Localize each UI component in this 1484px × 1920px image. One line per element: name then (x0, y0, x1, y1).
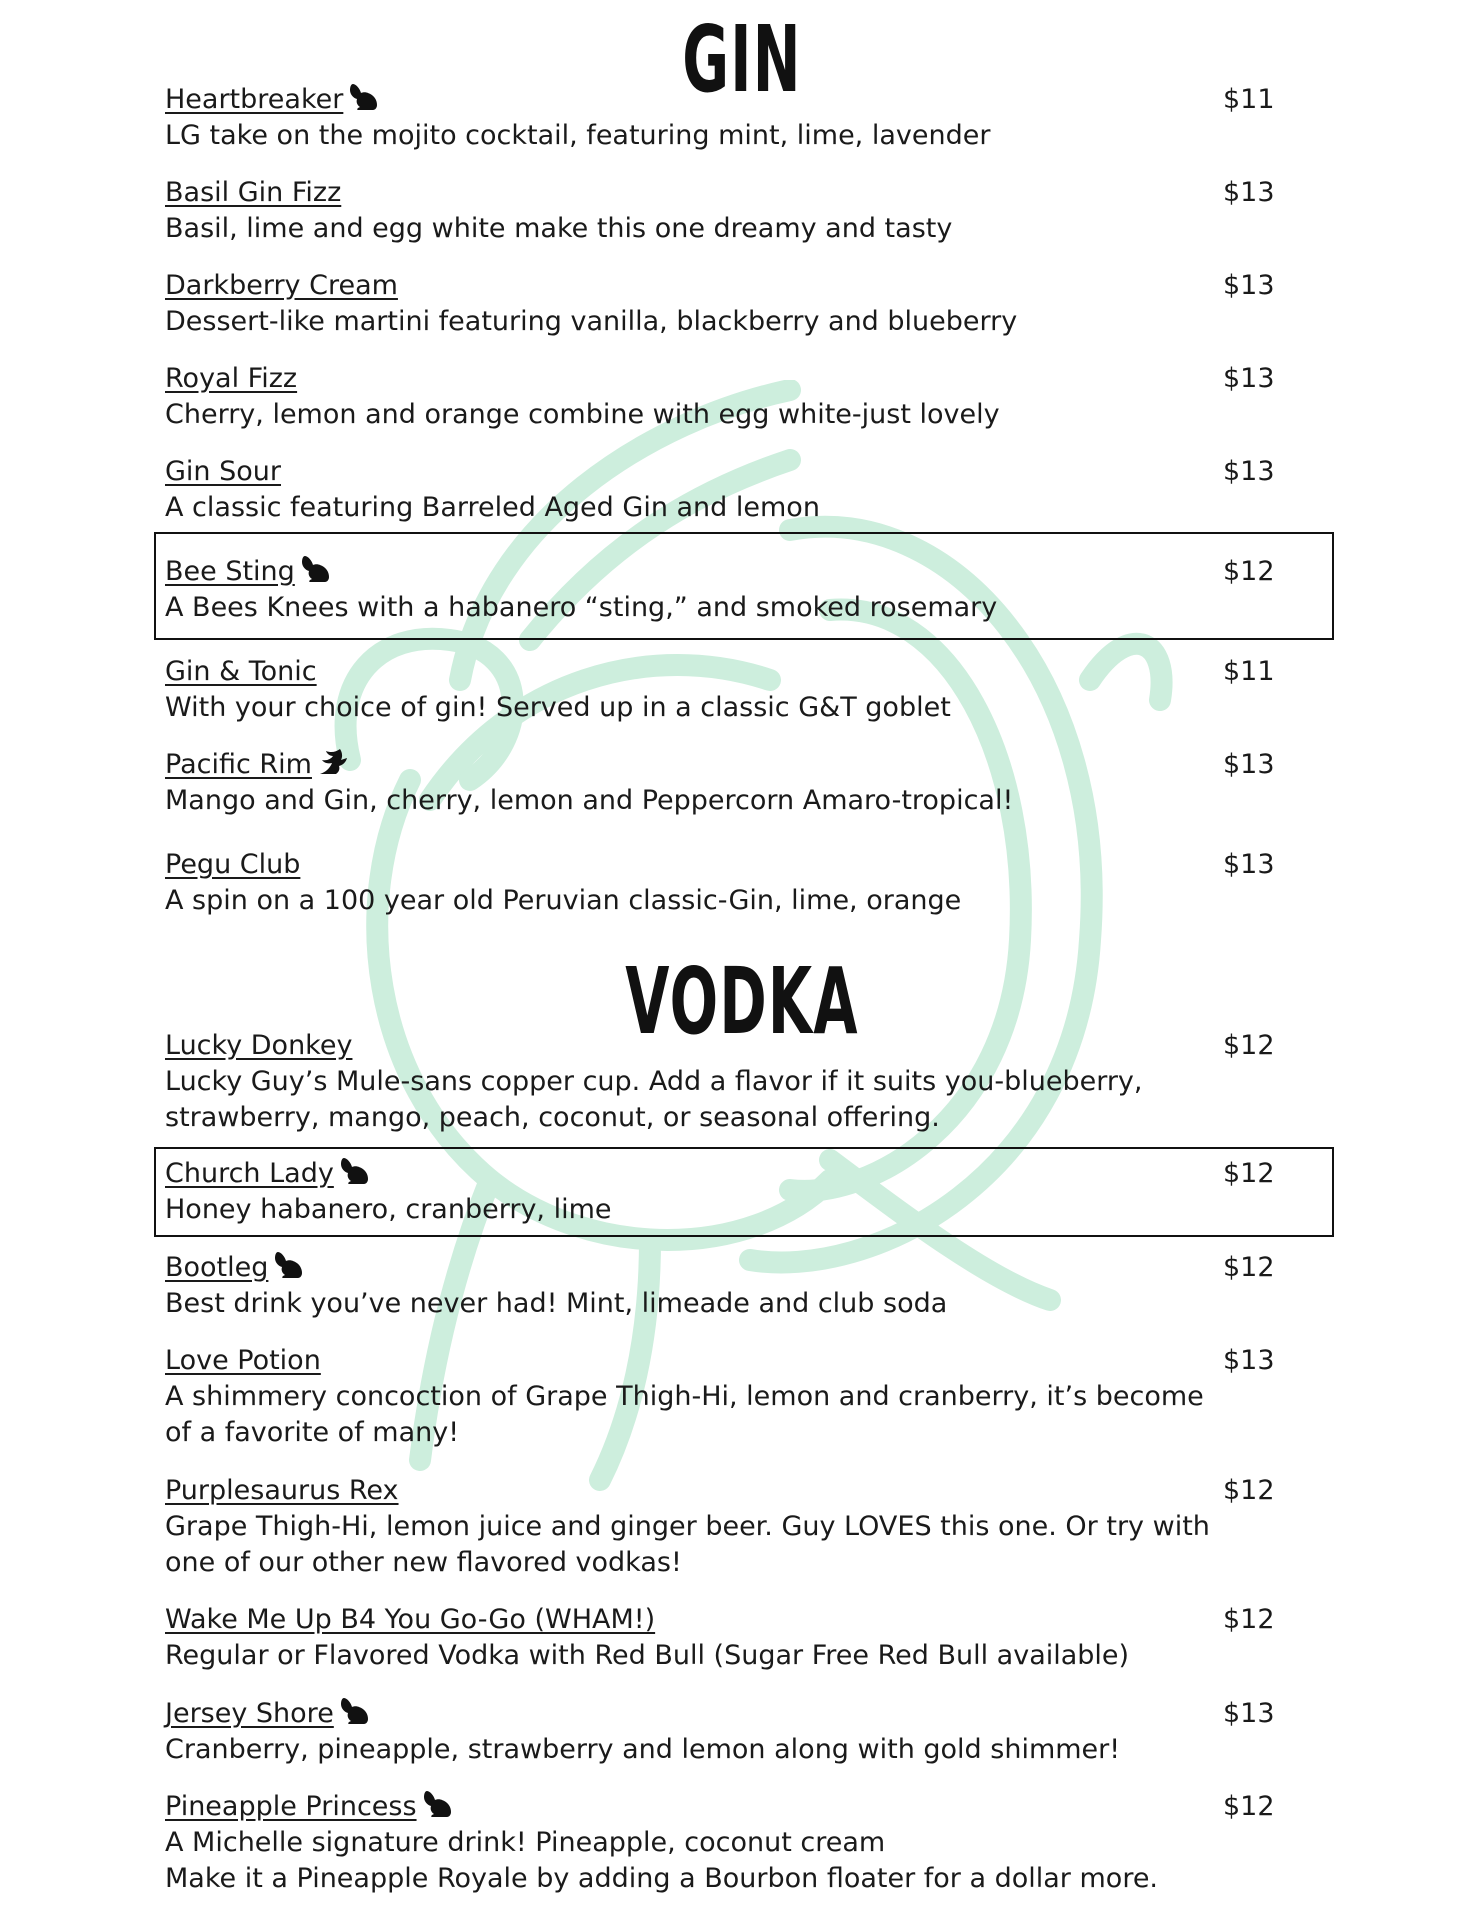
item-price: $13 (1223, 749, 1275, 780)
item-description: A classic featuring Barreled Aged Gin and lemon (165, 492, 820, 523)
item-name: Royal Fizz (165, 363, 298, 394)
item-price: $12 (1223, 556, 1275, 587)
dragon-icon (316, 744, 348, 778)
item-name: Lucky Donkey (165, 1030, 353, 1061)
item-description-line-1: A shimmery concoction of Grape Thigh-Hi, lemon and cranberry, it’s become (165, 1381, 1204, 1412)
item-price: $12 (1223, 1791, 1275, 1822)
item-description: Cranberry, pineapple, strawberry and lemon along with gold shimmer! (165, 1734, 1121, 1765)
menu-item-pineapple-princess (165, 1791, 1275, 1897)
menu-item-heartbreaker (165, 84, 1275, 154)
item-name: Jersey Shore (165, 1698, 334, 1729)
rabbit-icon (421, 1787, 453, 1819)
item-description: Mango and Gin, cherry, lemon and Peppercorn Amaro-tropical! (165, 785, 1014, 816)
item-price: $11 (1223, 656, 1275, 687)
menu-item-pegu-club (165, 849, 1275, 919)
item-description: LG take on the mojito cocktail, featuring mint, lime, lavender (165, 120, 991, 151)
rabbit-icon (347, 80, 379, 112)
item-price: $11 (1223, 84, 1275, 115)
item-description-line-1: A Michelle signature drink! Pineapple, coconut cream (165, 1827, 886, 1858)
item-description: With your choice of gin! Served up in a classic G&T goblet (165, 692, 951, 723)
menu-item-jersey-shore (165, 1698, 1275, 1768)
menu-item-pacific-rim (165, 749, 1275, 819)
item-name: Darkberry Cream (165, 270, 398, 301)
rabbit-icon (272, 1248, 304, 1280)
item-price: $13 (1223, 1345, 1275, 1376)
section-title-vodka: VODKA (625, 948, 859, 1055)
item-name: Pegu Club (165, 849, 301, 880)
item-description-line-2: strawberry, mango, peach, coconut, or seasonal offering. (165, 1102, 940, 1133)
menu-item-basil-gin-fizz (165, 177, 1275, 247)
item-description: Cherry, lemon and orange combine with egg white-just lovely (165, 399, 1000, 430)
item-name: Church Lady (165, 1158, 334, 1189)
item-price: $12 (1223, 1030, 1275, 1061)
item-name: Basil Gin Fizz (165, 177, 342, 208)
item-name: Pineapple Princess (165, 1791, 417, 1822)
menu-item-purplesaurus-rex (165, 1475, 1275, 1581)
item-description-line-1: Grape Thigh-Hi, lemon juice and ginger beer. Guy LOVES this one. Or try with (165, 1511, 1210, 1542)
menu-item-church-lady (165, 1158, 1275, 1228)
item-price: $13 (1223, 456, 1275, 487)
item-description: Regular or Flavored Vodka with Red Bull (Sugar Free Red Bull available) (165, 1640, 1130, 1671)
item-price: $13 (1223, 363, 1275, 394)
item-description: Best drink you’ve never had! Mint, limeade and club soda (165, 1288, 948, 1319)
item-name: Purplesaurus Rex (165, 1475, 399, 1506)
menu-item-darkberry-cream (165, 270, 1275, 340)
item-description-line-2: one of our other new flavored vodkas! (165, 1547, 682, 1578)
item-name: Heartbreaker (165, 84, 344, 115)
item-price: $13 (1223, 270, 1275, 301)
item-price: $12 (1223, 1475, 1275, 1506)
item-price: $13 (1223, 177, 1275, 208)
item-name: Pacific Rim (165, 749, 312, 780)
rabbit-icon (338, 1694, 370, 1726)
rabbit-icon (338, 1154, 370, 1186)
item-description: A spin on a 100 year old Peruvian classic-Gin, lime, orange (165, 885, 962, 916)
menu-item-wake-me-up (165, 1604, 1275, 1674)
item-price: $12 (1223, 1252, 1275, 1283)
item-description: Basil, lime and egg white make this one dreamy and tasty (165, 213, 953, 244)
item-price: $13 (1223, 1698, 1275, 1729)
item-description: Dessert-like martini featuring vanilla, blackberry and blueberry (165, 306, 1018, 337)
item-description-line-1: Lucky Guy’s Mule-sans copper cup. Add a flavor if it suits you-blueberry, (165, 1066, 1143, 1097)
menu-item-love-potion (165, 1345, 1275, 1451)
item-name: Bee Sting (165, 556, 295, 587)
menu-item-royal-fizz (165, 363, 1275, 433)
item-name: Gin Sour (165, 456, 281, 487)
menu-item-bee-sting (165, 556, 1275, 626)
item-price: $13 (1223, 849, 1275, 880)
item-name: Bootleg (165, 1252, 269, 1283)
menu-item-gin-sour (165, 456, 1275, 526)
item-description-line-2: Make it a Pineapple Royale by adding a Bourbon floater for a dollar more. (165, 1863, 1159, 1894)
menu-item-lucky-donkey (165, 1030, 1275, 1136)
item-price: $12 (1223, 1604, 1275, 1635)
section-title-gin: GIN (682, 6, 802, 113)
menu-item-gin-tonic (165, 656, 1275, 726)
item-description: A Bees Knees with a habanero “sting,” and smoked rosemary (165, 592, 998, 623)
rabbit-icon (299, 552, 331, 584)
item-description-line-2: of a favorite of many! (165, 1417, 460, 1448)
item-description: Honey habanero, cranberry, lime (165, 1194, 612, 1225)
item-price: $12 (1223, 1158, 1275, 1189)
item-name: Wake Me Up B4 You Go-Go (WHAM!) (165, 1604, 656, 1635)
item-name: Love Potion (165, 1345, 321, 1376)
item-name: Gin & Tonic (165, 656, 317, 687)
menu-item-bootleg (165, 1252, 1275, 1322)
